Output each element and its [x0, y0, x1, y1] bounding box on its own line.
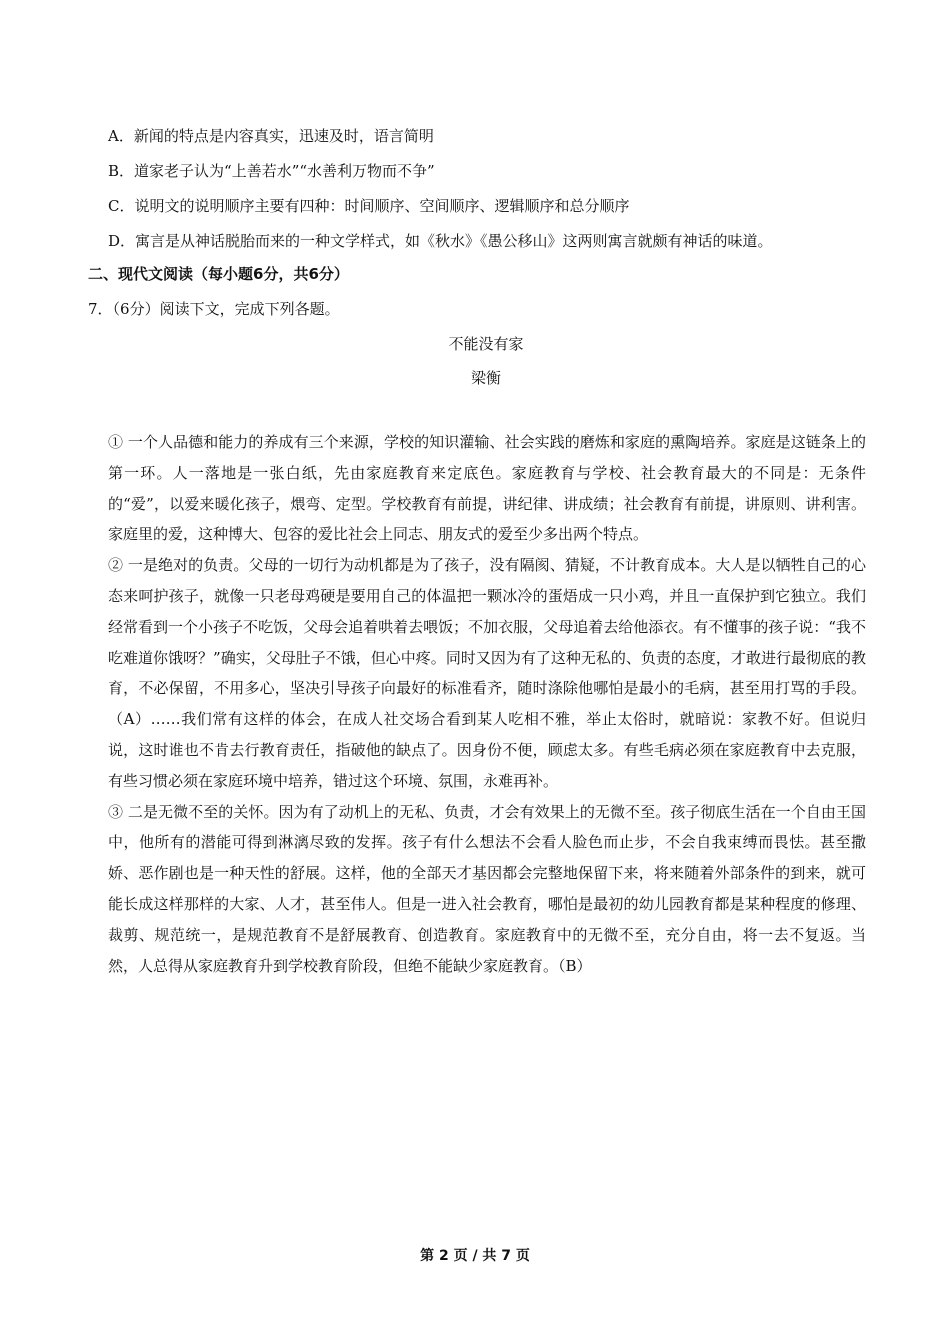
option-a: A．新闻的特点是内容真实，迅速及时，语言简明 [108, 127, 434, 145]
article-body [108, 427, 866, 981]
option-d: D．寓言是从神话脱胎而来的一种文学样式，如《秋水》《愚公移山》这两则寓言就颇有神话的味道。 [108, 232, 773, 250]
paragraph-2: ② 一是绝对的负责。父母的一切行为动机都是为了孩子，没有隔阂、猜疑，不计教育成本。大人是以牺牲自己的心态来呵护孩子，就像一只老母鸡硬是要用自己的体温把一颗冰冷的蛋焐成一只小鸡，并且一直保护到它独立。我们经常看到一个小孩子不吃饭，父母会追着哄着去喂饭；不加衣服，父母追着去给他添衣。有不懂事的孩子说：“我不吃难道你饿呀？”确实，父母肚子不饿，但心中疼。同时又因为有了这种无私的、负责的态度，才敢进行最彻底的教育，不必保留，不用多心，坚决引导孩子向最好的标准看齐，随时涤除他哪怕是最小的毛病，甚至用打骂的手段。（A）……我们常有这样的体会，在成人社交场合看到某人吃相不雅，举止太俗时，就暗说：家教不好。但说归说，这时谁也不肯去行教育责任，指破他的缺点了。因身份不便，顾虑太多。有些毛病必须在家庭教育中去克服，有些习惯必须在家庭环境中培养，错过这个环境、氛围，永难再补。 [108, 556, 866, 790]
paragraph-1: ① 一个人品德和能力的养成有三个来源，学校的知识灌输、社会实践的磨炼和家庭的熏陶培养。家庭是这链条上的第一环。人一落地是一张白纸，先由家庭教育来定底色。家庭教育与学校、社会教育最大的不同是：无条件的“爱”，以爱来暖化孩子，煨弯、定型。学校教育有前提，讲纪律、讲成绩；社会教育有前提，讲原则、讲利害。家庭里的爱，这种博大、包容的爱比社会上同志、朋友式的爱至少多出两个特点。 [108, 433, 866, 544]
question-stem: 7．（6分）阅读下文，完成下列各题。 [88, 300, 340, 318]
section-heading: 二、现代文阅读（每小题6分，共6分） [88, 265, 349, 283]
paragraph-3: ③ 二是无微不至的关怀。因为有了动机上的无私、负责，才会有效果上的无微不至。孩子彻底生活在一个自由王国中，他所有的潜能可得到淋漓尽致的发挥。孩子有什么想法不会看人脸色而止步，不会自我束缚而畏怯。甚至撒娇、恶作剧也是一种天性的舒展。这样，他的全部天才基因都会完整地保留下来，将来随着外部条件的到来，就可能长成这样那样的大家、人才，甚至伟人。但是一进入社会教育，哪怕是最初的幼儿园教育都是某种程度的修理、裁剪、规范统一，是规范教育不是舒展教育、创造教育。家庭教育中的无微不至，充分自由，将一去不复返。当然，人总得从家庭教育升到学校教育阶段，但绝不能缺少家庭教育。（B） [108, 802, 866, 975]
article-author: 梁衡 [470, 369, 501, 387]
option-c: C．说明文的说明顺序主要有四种：时间顺序、空间顺序、逻辑顺序和总分顺序 [108, 197, 630, 215]
option-b: B．道家老子认为“上善若水”“水善利万物而不争” [108, 162, 435, 180]
article-title: 不能没有家 [448, 335, 524, 353]
page-footer: 第 2 页 / 共 7 页 [420, 1248, 530, 1264]
